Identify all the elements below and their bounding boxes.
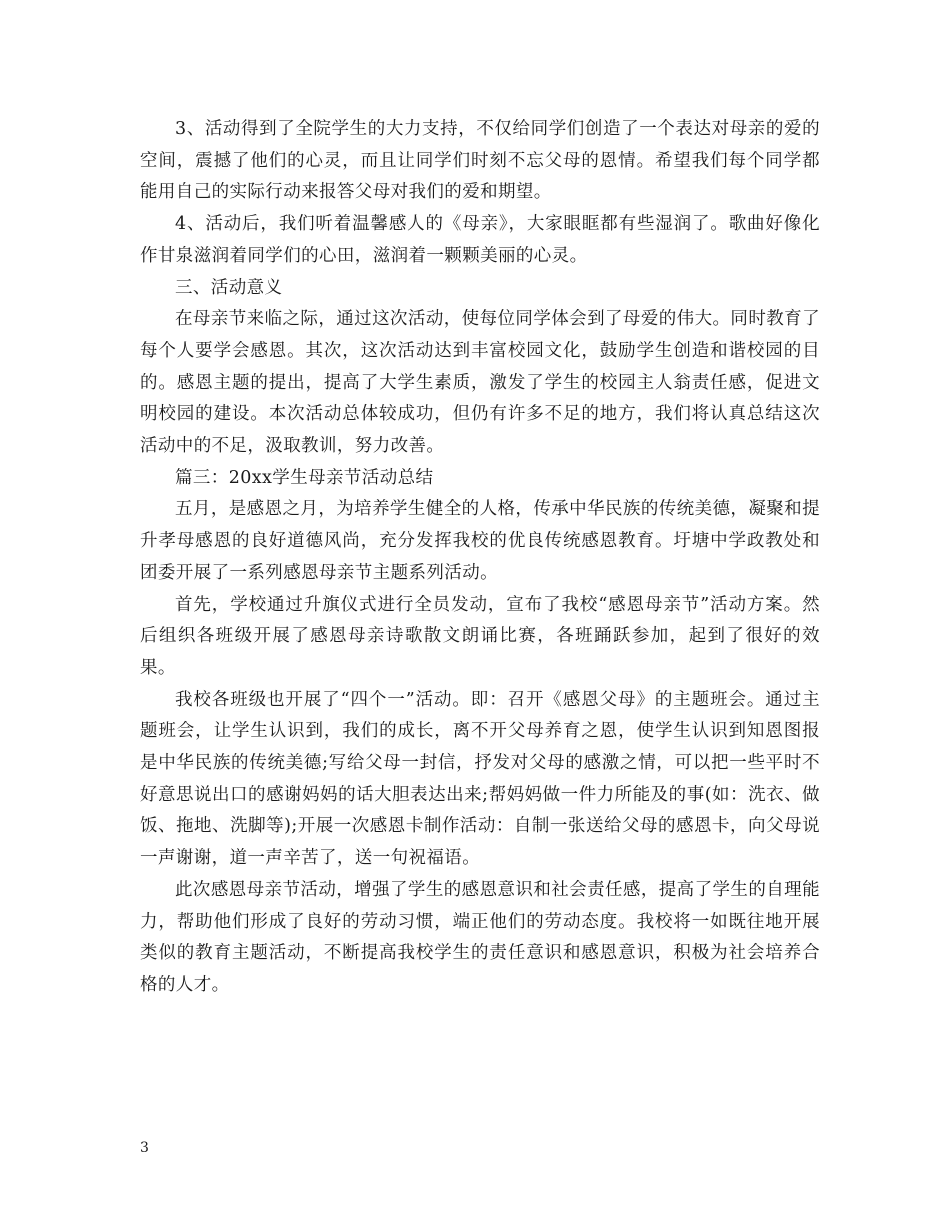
page-number: 3 <box>140 1140 149 1156</box>
paragraph-may-gratitude: 五月，是感恩之月，为培养学生健全的人格，传承中华民族的传统美德，凝聚和提升孝母感恩的良好道德风尚，充分发挥我校的优良传统感恩教育。圩塘中学政教处和团委开展了一系列感恩母亲节主题系列活动。 <box>140 499 820 583</box>
paragraph-activity-significance: 在母亲节来临之际，通过这次活动，使每位同学体会到了母爱的伟大。同时教育了每个人要学会感恩。其次，这次活动达到丰富校园文化，鼓励学生创造和谐校园的目的。感恩主题的提出，提高了大学生素质，激发了学生的校园主人翁责任感，促进文明校园的建设。本次活动总体较成功，但仍有许多不足的地方，我们将认真总结这次活动中的不足，汲取教训，努力改善。 <box>140 309 820 457</box>
section-heading-activity-significance: 三、活动意义 <box>175 277 283 298</box>
paragraph-flag-ceremony: 首先，学校通过升旗仪式进行全员发动，宣布了我校“感恩母亲节”活动方案。然后组织各班级开展了感恩母亲诗歌散文朗诵比赛，各班踊跃参加，起到了很好的效果。 <box>140 594 820 678</box>
paragraph-activity-point-3: 3、活动得到了全院学生的大力支持，不仅给同学们创造了一个表达对母亲的爱的空间，震撼了他们的心灵，而且让同学们时刻不忘父母的恩情。希望我们每个同学都能用自己的实际行动来报答父母对我们的爱和期望。 <box>140 119 820 203</box>
paragraph-four-ones-activity: 我校各班级也开展了“四个一”活动。即：召开《感恩父母》的主题班会。通过主题班会，让学生认识到，我们的成长，离不开父母养育之恩，使学生认识到知恩图报是中华民族的传统美德;写给父母一封信，抒发对父母的感激之情，可以把一些平时不好意思说出口的感谢妈妈的话大胆表达出来;帮妈妈做一件力所能及的事(如：洗衣、做饭、拖地、洗脚等);开展一次感恩卡制作活动：自制一张送给父母的感恩卡，向父母说一声谢谢，道一声辛苦了，送一句祝福语。 <box>140 689 820 869</box>
document-body <box>140 114 820 1002</box>
paragraph-conclusion: 此次感恩母亲节活动，增强了学生的感恩意识和社会责任感，提高了学生的自理能力，帮助他们形成了良好的劳动习惯，端正他们的劳动态度。我校将一如既往地开展类似的教育主题活动，不断提高我校学生的责任意识和感恩意识，积极为社会培养合格的人才。 <box>140 879 820 995</box>
paragraph-activity-point-4: 4、活动后，我们听着温馨感人的《母亲》，大家眼眶都有些湿润了。歌曲好像化作甘泉滋润着同学们的心田，滋润着一颗颗美丽的心灵。 <box>140 214 820 266</box>
chapter-heading-part-three: 篇三：20xx学生母亲节活动总结 <box>175 467 434 488</box>
